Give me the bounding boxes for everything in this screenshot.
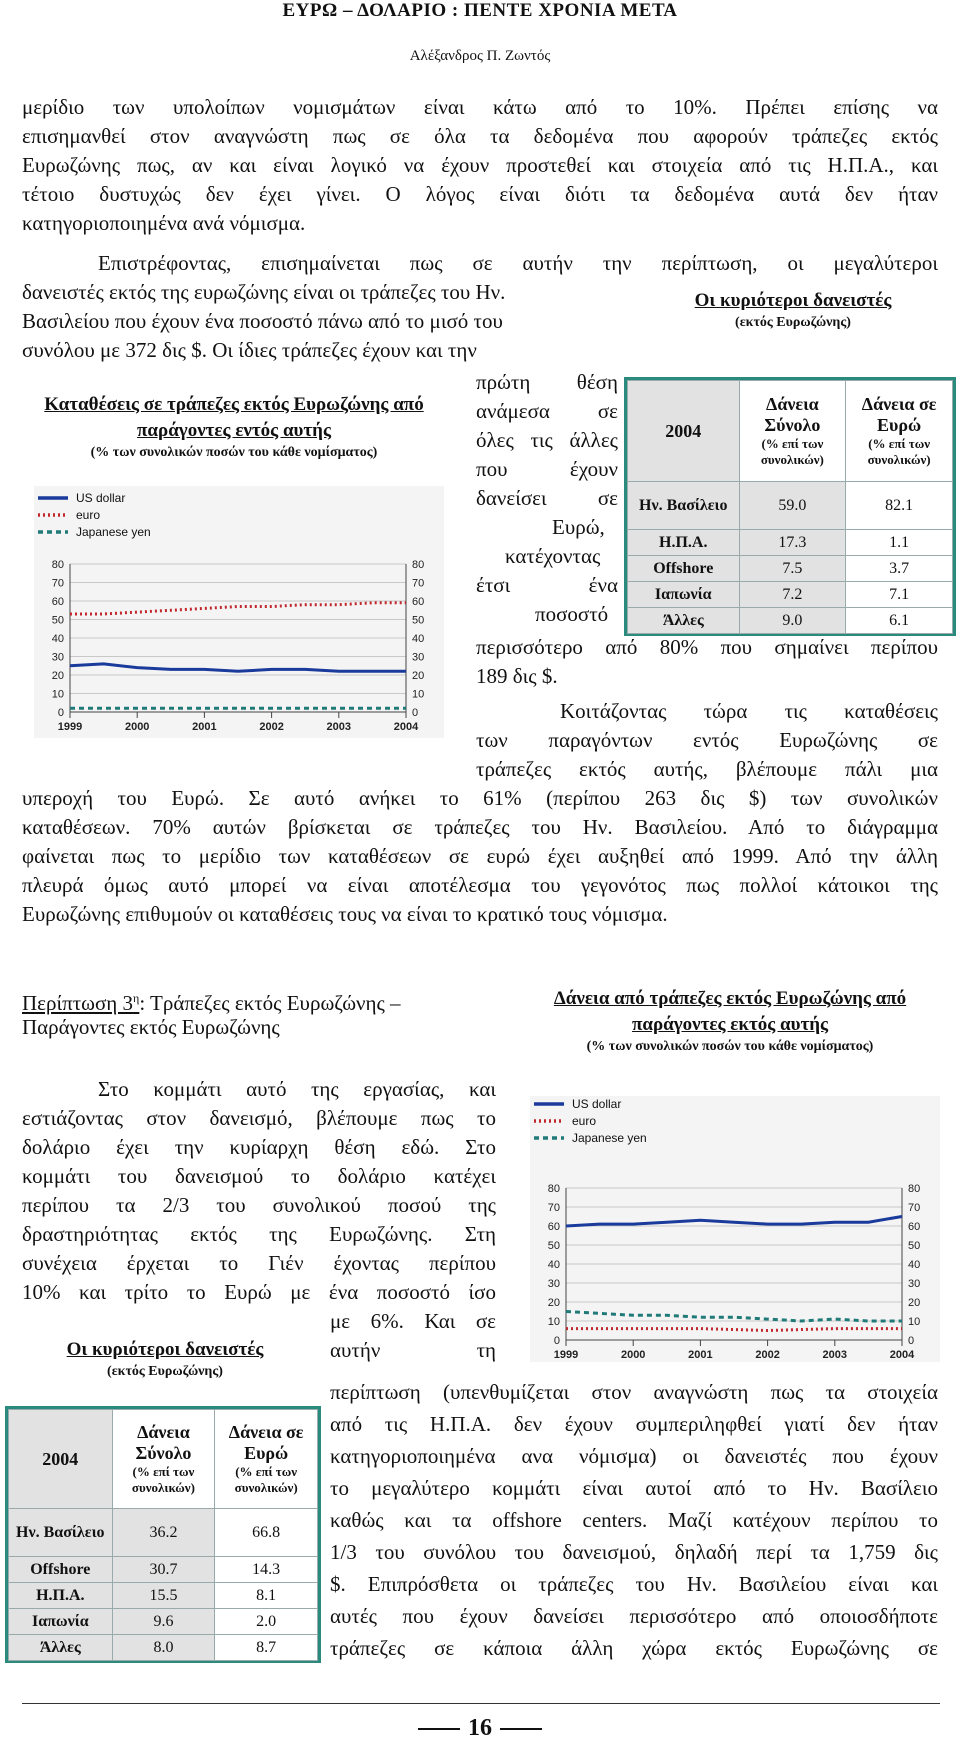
y-tick-label-right: 10 (412, 688, 425, 701)
cell-total: 8.0 (112, 1635, 215, 1661)
para1-line: κατηγοριοποιημένα ανά νόμισμα. (22, 211, 306, 235)
table-row (628, 582, 953, 608)
table-row (9, 1635, 318, 1661)
table1 (627, 380, 953, 634)
table1-title: Οι κυριότεροι δανειστές (694, 290, 892, 311)
footer-rule (22, 1703, 940, 1704)
x-tick-label: 2002 (755, 1349, 780, 1361)
para2-line: Ευρώ, (552, 515, 605, 539)
chart2-title: Δάνεια από τράπεζες εκτός Ευρωζώνης από παράγοντες εκτός αυτής (553, 988, 907, 1035)
para4-line: περίπου τα 2/3 του συνολικού ποσού της (22, 1193, 496, 1217)
row-label: Η.Π.Α. (628, 530, 740, 556)
chart-background (34, 486, 444, 738)
y-tick-label-right: 40 (908, 1259, 921, 1271)
y-tick-label-right: 10 (908, 1316, 921, 1328)
cell-euro: 8.1 (215, 1583, 318, 1609)
x-tick-label: 2003 (822, 1349, 848, 1361)
para2-line: περισσότερο από 80% που σημαίνει περίπου (476, 635, 938, 659)
para3-line: πλευρά όμως αυτό μπορεί να είναι αποτέλεσμα του γεγονότος πως πολλοί κάτοικοι της (22, 873, 938, 897)
cell-euro: 8.7 (215, 1635, 318, 1661)
y-tick-label-left: 50 (51, 614, 64, 627)
page-number: 16 (0, 1715, 960, 1742)
table2-col1-header: Δάνεια Σύνολο (% επί των συνολικών) (112, 1410, 215, 1509)
y-tick-label-left: 60 (51, 596, 64, 608)
para2-line: συνόλου με 372 δις $. Οι ίδιες τράπεζες έχουν και την (22, 338, 477, 362)
table1-col2-header: Δάνεια σε Ευρώ (% επί των συνολικών) (846, 381, 953, 482)
para3-line: υπεροχή του Ευρώ. Σε αυτό ανήκει το 61% (περίπου 263 δις $) των συνολικών (22, 786, 938, 810)
y-tick-label-left: 10 (51, 688, 64, 701)
para2-line: δανείσει σε (476, 486, 618, 510)
cell-total: 36.2 (112, 1509, 215, 1557)
para4-line: καθώς και τα offshore centers. Μαζί κατέχουν περίπου το (330, 1508, 938, 1532)
heading-sup: η (133, 991, 140, 1005)
y-tick-label-right: 40 (412, 633, 425, 645)
y-tick-label-right: 50 (908, 1240, 921, 1252)
chart1-title: Καταθέσεις σε τράπεζες εκτός Ευρωζώνης από παράγοντες εντός αυτής (44, 394, 424, 441)
para2-line: πρώτη θέση (476, 370, 618, 394)
y-tick-label-right: 70 (908, 1202, 921, 1214)
para3-line: των παραγόντων εντός Ευρωζώνης σε (476, 728, 938, 752)
para4-line: κατηγοριοποιημένα ανα νόμισμα) οι δανειστές που έχουν (330, 1444, 938, 1468)
table1-year: 2004 (628, 381, 740, 482)
row-label: Η.Π.Α. (9, 1583, 113, 1609)
legend-label: Japanese yen (76, 525, 151, 539)
y-tick-label-left: 40 (547, 1259, 560, 1271)
chart2-caption (520, 986, 940, 1056)
y-tick-label-right: 30 (412, 651, 425, 664)
y-tick-label-right: 20 (908, 1297, 921, 1309)
para4-line: περίπτωση (υπενθυμίζεται στον αναγνώστη πως τα στοιχεία (330, 1380, 938, 1404)
table-row (628, 556, 953, 582)
chart1-caption (24, 392, 444, 462)
cell-total: 7.2 (739, 582, 846, 608)
para4-line: δραστηριότητας εκτός της Ευρωζώνης. Στη (22, 1222, 496, 1246)
y-tick-label-right: 30 (908, 1278, 921, 1290)
para4-line: αυτές που έχουν δανείσει περισσότερο από οποιοσδήποτε (330, 1604, 938, 1628)
cell-euro: 14.3 (215, 1557, 318, 1583)
para2-line: 189 δις $. (476, 664, 558, 688)
cell-total: 59.0 (739, 482, 846, 530)
row-label: Ην. Βασίλειο (628, 482, 740, 530)
table2-caption (20, 1337, 310, 1381)
para2-line: ανάμεσα σε (476, 399, 618, 423)
row-label: Ην. Βασίλειο (9, 1509, 113, 1557)
para1-line: Ευρωζώνης πως, αν και είναι λογικό να έχουν προστεθεί και στοιχεία από τις Η.Π.Α., και (22, 153, 938, 177)
y-tick-label-right: 60 (908, 1221, 921, 1233)
table-row (9, 1583, 318, 1609)
table2-title: Οι κυριότεροι δανειστές (66, 1339, 264, 1360)
y-tick-label-right: 0 (412, 707, 419, 719)
y-tick-label-left: 70 (547, 1202, 560, 1214)
x-tick-label: 2004 (889, 1349, 915, 1361)
author-name: Αλέξανδρος Π. Ζωντός (409, 48, 551, 64)
x-tick-label: 2000 (620, 1349, 646, 1361)
y-tick-label-right: 80 (412, 559, 425, 571)
y-tick-label-left: 20 (547, 1297, 560, 1309)
heading-rest: : Τράπεζες εκτός Ευρωζώνης – (139, 991, 401, 1015)
x-tick-label: 1999 (57, 721, 83, 733)
y-tick-label-left: 80 (547, 1183, 560, 1195)
x-tick-label: 2002 (259, 721, 284, 733)
y-tick-label-right: 60 (412, 596, 425, 608)
para2-line: Επιστρέφοντας, επισημαίνεται πως σε αυτήν την περίπτωση, οι μεγαλύτεροι (98, 251, 938, 275)
para4-line: δολάριο έχει την κυρίαρχη θέση εδώ. Στο (22, 1135, 496, 1159)
heading-prefix: Περίπτωση 3 (22, 991, 134, 1015)
y-tick-label-left: 50 (547, 1240, 560, 1252)
cell-euro: 2.0 (215, 1609, 318, 1635)
table-row (9, 1509, 318, 1557)
chart1-subtitle: (% των συνολικών ποσών του κάθε νομίσματος) (90, 445, 378, 460)
para4-line: από τις Η.Π.Α. δεν έχουν συμπεριληφθεί γιατί δεν ήταν (330, 1412, 938, 1436)
para4-line: $. Επιπρόσθετα οι τράπεζες του Ην. Βασιλείου είναι και (330, 1572, 938, 1596)
para3-line: Ευρωζώνης επιθυμούν οι καταθέσεις τους να είναι το κρατικό τους νόμισμα. (22, 902, 668, 926)
legend-label: US dollar (572, 1097, 622, 1111)
row-label: Ιαπωνία (628, 582, 740, 608)
x-tick-label: 2001 (192, 721, 217, 733)
para4-line: αυτήν τη (330, 1338, 496, 1362)
para3-line: φαίνεται πως το μερίδιο των καταθέσεων σε ευρώ έχει αυξηθεί από 1999. Από την άλλη (22, 844, 938, 868)
cell-euro: 66.8 (215, 1509, 318, 1557)
y-tick-label-left: 20 (51, 670, 64, 682)
y-tick-label-right: 80 (908, 1183, 921, 1195)
cell-euro: 1.1 (846, 530, 953, 556)
y-tick-label-left: 40 (51, 633, 64, 645)
table2 (8, 1409, 318, 1661)
chart1-deposits (34, 486, 444, 738)
legend-label: euro (76, 508, 101, 522)
para4-line: 1/3 του συνόλου του δανεισμού, δηλαδή περί τα 1,759 δις (330, 1540, 938, 1564)
table2-year: 2004 (9, 1410, 113, 1509)
cell-euro: 6.1 (846, 608, 953, 634)
table2-subtitle: (εκτός Ευρωζώνης) (107, 1364, 223, 1379)
para2-line: δανειστές εκτός της ευρωζώνης είναι οι τράπεζες του Ην. (22, 280, 506, 304)
cell-total: 17.3 (739, 530, 846, 556)
y-tick-label-left: 0 (553, 1335, 560, 1347)
y-tick-label-right: 0 (908, 1335, 915, 1347)
para2-line: όλες τις άλλες (476, 428, 618, 452)
table-row (628, 482, 953, 530)
para2-line: που έχουν (476, 457, 618, 481)
cell-total: 9.0 (739, 608, 846, 634)
y-tick-label-left: 0 (57, 707, 64, 719)
table-row (9, 1557, 318, 1583)
para4-line: Στο κομμάτι αυτό της εργασίας, και (98, 1077, 496, 1101)
row-label: Offshore (9, 1557, 113, 1583)
x-tick-label: 2000 (124, 721, 150, 733)
para2-line: έτσι ένα (476, 573, 618, 597)
para4-line: κομμάτι του δανεισμού το δολάριο κατέχει (22, 1164, 496, 1188)
row-label: Άλλες (628, 608, 740, 634)
row-label: Ιαπωνία (9, 1609, 113, 1635)
y-tick-label-right: 70 (412, 577, 425, 590)
y-tick-label-left: 30 (547, 1278, 560, 1290)
table-row (628, 608, 953, 634)
legend-label: US dollar (76, 491, 126, 505)
table-row (9, 1609, 318, 1635)
para1-line: επισημανθεί στον αναγνώστη πως σε όλα τα δεδομένα που αφορούν τράπεζες εκτός (22, 124, 938, 148)
para4-line: εστιάζοντας στον δανεισμό, βλέπουμε πως το (22, 1106, 496, 1130)
para1-line: τέτοιο δυστυχώς δεν έχει γίνει. Ο λόγος είναι διότι τα δεδομένα αυτά δεν ήταν (22, 182, 938, 206)
table1-subtitle: (εκτός Ευρωζώνης) (735, 315, 851, 330)
y-tick-label-right: 50 (412, 614, 425, 627)
x-tick-label: 2001 (688, 1349, 713, 1361)
cell-euro: 82.1 (846, 482, 953, 530)
cell-euro: 3.7 (846, 556, 953, 582)
cell-total: 15.5 (112, 1583, 215, 1609)
y-tick-label-left: 30 (51, 651, 64, 664)
chart2-subtitle: (% των συνολικών ποσών του κάθε νομίσματος) (586, 1039, 874, 1054)
row-label: Άλλες (9, 1635, 113, 1661)
y-tick-label-left: 80 (51, 559, 64, 571)
para4-line: με 6%. Και σε (330, 1309, 496, 1333)
para3-line: καταθέσεων. 70% αυτών βρίσκεται σε τράπεζες του Ην. Βασιλείου. Από το διάγραμμα (22, 815, 938, 839)
cell-total: 7.5 (739, 556, 846, 582)
cell-total: 30.7 (112, 1557, 215, 1583)
para3-line: Κοιτάζοντας τώρα τις καταθέσεις (560, 699, 938, 723)
y-tick-label-left: 10 (547, 1316, 560, 1328)
row-label: Offshore (628, 556, 740, 582)
para2-line: ποσοστό (535, 602, 609, 626)
legend-label: Japanese yen (572, 1131, 647, 1145)
section3-heading-line2: Παράγοντες εκτός Ευρωζώνης (22, 1015, 280, 1039)
table-row (628, 530, 953, 556)
table1-col1-header: Δάνεια Σύνολο (% επί των συνολικών) (739, 381, 846, 482)
para4-line: τράπεζες σε κάποια άλλη χώρα εκτός Ευρωζώνης σε (330, 1636, 938, 1660)
cell-total: 9.6 (112, 1609, 215, 1635)
running-title: ΕΥΡΩ – ΔΟΛΑΡΙΟ : ΠΕΝΤΕ ΧΡΟΝΙΑ ΜΕΤΑ (282, 0, 678, 21)
para1-line: μερίδιο των υπολοίπων νομισμάτων είναι κάτω από το 10%. Πρέπει επίσης να (22, 95, 938, 119)
x-tick-label: 2004 (393, 721, 419, 733)
cell-euro: 7.1 (846, 582, 953, 608)
legend-label: euro (572, 1114, 597, 1128)
table1-caption (648, 288, 938, 332)
para2-line: Βασιλείου που έχουν ένα ποσοστό πάνω από το μισό του (22, 309, 503, 333)
para2-line: κατέχοντας (505, 544, 601, 568)
para3-line: τράπεζες εκτός αυτής, βλέπουμε πάλι μια (476, 757, 938, 781)
y-tick-label-left: 70 (51, 577, 64, 590)
y-tick-label-left: 60 (547, 1221, 560, 1233)
x-tick-label: 2003 (326, 721, 352, 733)
chart2-loans (530, 1096, 940, 1362)
para4-line: συνέχεια έρχεται το Γιέν έχοντας περίπου (22, 1251, 496, 1275)
para4-line: το μεγαλύτερο κομμάτι είναι αυτοί από το Ην. Βασίλειο (330, 1476, 938, 1500)
y-tick-label-right: 20 (412, 670, 425, 682)
table2-col2-header: Δάνεια σε Ευρώ (% επί των συνολικών) (215, 1410, 318, 1509)
para4-line: 10% και τρίτο το Ευρώ με ένα ποσοστό ίσο (22, 1280, 496, 1304)
x-tick-label: 1999 (553, 1349, 579, 1361)
